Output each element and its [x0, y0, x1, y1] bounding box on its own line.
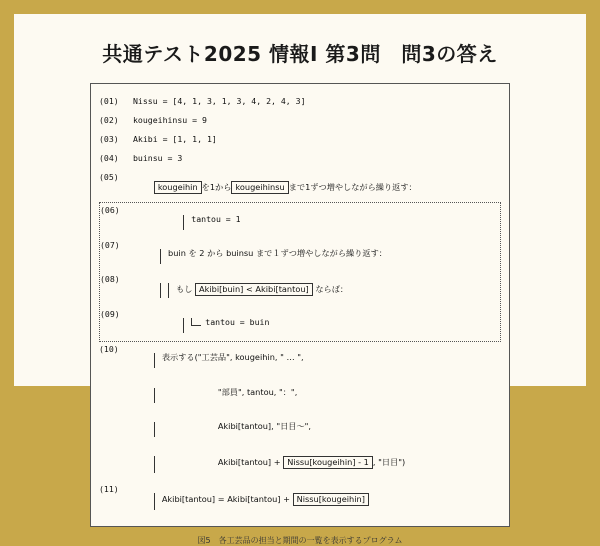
line-text: tantou = 1 — [191, 213, 241, 224]
code-line-continuation — [99, 411, 501, 445]
line-number: (06) — [100, 205, 120, 216]
answer-box-condition[interactable]: Akibi[buin] < Akibi[tantou] — [195, 283, 313, 296]
line-code — [133, 482, 501, 518]
line-code — [133, 376, 501, 410]
program-figure — [90, 83, 510, 527]
line-code — [134, 203, 500, 237]
code-line — [99, 94, 501, 113]
line-number: (08) — [100, 274, 120, 285]
line-text: "部員", tantou, "：", — [217, 386, 298, 397]
line-number — [99, 445, 133, 448]
line-text-pre: もし — [176, 284, 196, 295]
line-number: (07) — [100, 239, 120, 250]
line-text-post: まで1ずつ増やしながら繰り返す： — [288, 182, 417, 193]
code-line — [100, 307, 500, 341]
line-code: Nissu = [4, 1, 3, 1, 3, 4, 2, 4, 3] — [133, 96, 306, 106]
code-line-continuation — [99, 376, 501, 410]
line-code — [133, 342, 501, 376]
loop-body-group — [99, 202, 501, 342]
answer-box-nissu-minus-one[interactable]: Nissu[kougeihin] - 1 — [283, 456, 373, 469]
line-code — [134, 272, 500, 306]
line-number: (05) — [99, 172, 119, 182]
code-line — [99, 170, 501, 202]
code-line-continuation — [99, 445, 501, 481]
code-line — [100, 238, 500, 272]
line-text-post: , "日目") — [372, 457, 406, 468]
line-text: tantou = buin — [205, 316, 270, 327]
line-number: (10) — [99, 344, 119, 355]
line-number: (02) — [99, 115, 119, 125]
line-number — [99, 411, 133, 414]
line-number — [99, 376, 133, 379]
line-code — [134, 238, 500, 272]
line-code — [133, 170, 501, 202]
line-number: (11) — [99, 483, 119, 494]
line-code: Akibi = [1, 1, 1] — [133, 134, 217, 144]
code-line — [99, 113, 501, 132]
code-line — [99, 342, 501, 376]
line-code — [133, 445, 501, 481]
answer-box-kougeihin[interactable]: kougeihin — [154, 181, 202, 194]
code-line — [100, 203, 500, 237]
code-line — [100, 272, 500, 306]
line-text-pre: Akibi[tantou] = Akibi[tantou] + — [161, 493, 293, 504]
line-code: buinsu = 3 — [133, 153, 183, 163]
line-number: (01) — [99, 96, 119, 106]
answer-box-nissu[interactable]: Nissu[kougeihin] — [293, 493, 369, 506]
code-line — [99, 132, 501, 151]
line-number: (04) — [99, 153, 119, 163]
figure-caption: 図5 各工芸品の担当と期間の一覧を表示するプログラム — [197, 536, 403, 546]
line-code — [133, 411, 501, 445]
code-line — [99, 151, 501, 170]
line-text: Akibi[tantou], "日目〜", — [217, 421, 312, 432]
code-line — [99, 482, 501, 518]
line-text-pre: Akibi[tantou] + — [217, 457, 284, 468]
page-title: 共通テスト2025 情報I 第3問 問3の答え — [102, 42, 498, 66]
line-text: 表示する("工芸品", kougeihin, " … ", — [161, 352, 304, 363]
line-text-post: ならば： — [312, 284, 349, 295]
line-number: (09) — [100, 308, 120, 319]
line-code: kougeihinsu = 9 — [133, 115, 207, 125]
line-number: (03) — [99, 134, 119, 144]
answer-box-kougeihinsu[interactable]: kougeihinsu — [231, 181, 288, 194]
slide-canvas — [14, 14, 586, 546]
line-code — [134, 307, 500, 341]
line-text: buin を 2 から buinsu まで１ずつ増やしながら繰り返す： — [168, 248, 387, 259]
line-text-mid: を1から — [201, 182, 232, 193]
